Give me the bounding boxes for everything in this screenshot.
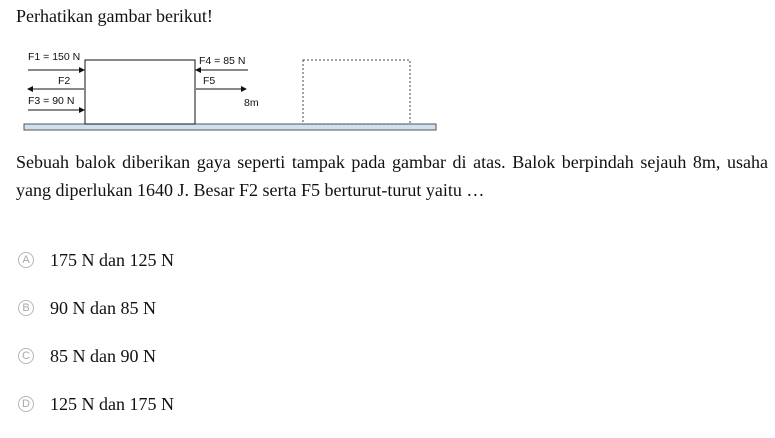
- option-d-text: 125 N dan 175 N: [50, 394, 174, 414]
- f5-label: F5: [203, 75, 216, 87]
- intro-text: Perhatikan gambar berikut!: [16, 6, 213, 26]
- final-position-block: [303, 60, 410, 124]
- f2-label: F2: [58, 75, 71, 87]
- option-a-text: 175 N dan 125 N: [50, 250, 174, 270]
- answer-options: [16, 246, 174, 438]
- option-d[interactable]: [16, 390, 174, 418]
- f3-label: F3 = 90 N: [28, 95, 75, 107]
- option-b-letter: B: [18, 300, 34, 316]
- force-diagram: [0, 0, 460, 140]
- ground-surface: [24, 124, 436, 130]
- option-c-text: 85 N dan 90 N: [50, 346, 156, 366]
- option-b-text: 90 N dan 85 N: [50, 298, 156, 318]
- option-c[interactable]: [16, 342, 174, 370]
- option-b[interactable]: [16, 294, 174, 322]
- option-d-letter: D: [18, 396, 34, 412]
- f4-label: F4 = 85 N: [199, 55, 246, 67]
- option-c-letter: C: [18, 348, 34, 364]
- option-a[interactable]: [16, 246, 174, 274]
- block: [85, 60, 195, 124]
- option-a-letter: A: [18, 252, 34, 268]
- distance-label: 8m: [244, 97, 259, 109]
- f1-label: F1 = 150 N: [28, 51, 81, 63]
- question-text: Sebuah balok diberikan gaya seperti tampak pada gambar di atas. Balok berpindah sejauh 8m, usaha yang diperlukan 1640 J. Besar F2 serta F5 berturut-turut yaitu …: [16, 152, 768, 200]
